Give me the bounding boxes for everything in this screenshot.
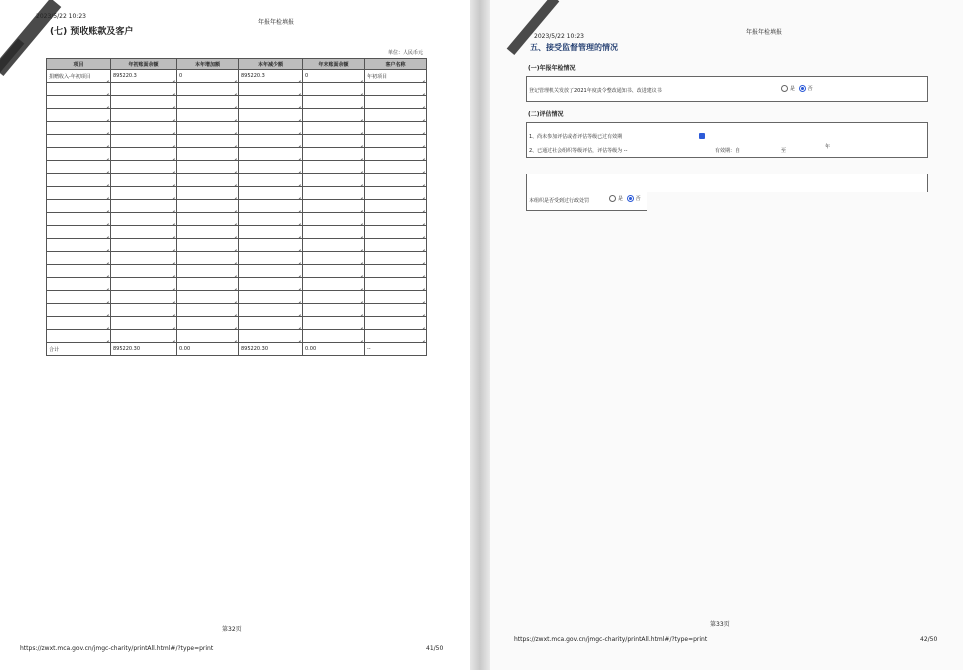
table-cell (303, 161, 365, 174)
footer-page: 42/50 (920, 636, 938, 643)
table-cell (47, 304, 111, 317)
table-cell (239, 304, 303, 317)
table-cell (239, 96, 303, 109)
table-cell (303, 135, 365, 148)
table-cell (303, 278, 365, 291)
page-header: 年报年检填报 (746, 29, 783, 36)
table-cell: 895220.30 (111, 343, 177, 356)
table-cell (239, 200, 303, 213)
table-cell (239, 213, 303, 226)
table-cell (177, 330, 239, 343)
table-cell (47, 96, 111, 109)
table-cell: 895220.3 (111, 70, 177, 83)
table-cell (177, 174, 239, 187)
column-header: 客户名称 (365, 59, 427, 70)
table-cell (111, 187, 177, 200)
table-cell (111, 200, 177, 213)
table-cell: 0 (177, 70, 239, 83)
check-icon (699, 133, 705, 139)
table-cell (303, 96, 365, 109)
table-cell (239, 330, 303, 343)
table-cell: 捐赠收入-年初项目 (47, 70, 111, 83)
table-cell (365, 200, 427, 213)
table-cell (177, 96, 239, 109)
radio-yes[interactable] (781, 85, 788, 92)
table-cell (111, 317, 177, 330)
table-cell (239, 148, 303, 161)
table-cell (365, 252, 427, 265)
table-cell (111, 213, 177, 226)
timestamp: 2023/5/22 10:23 (36, 13, 86, 20)
table-row (47, 200, 427, 213)
table-cell: -- (365, 343, 427, 356)
radio-no[interactable] (799, 85, 806, 92)
table-cell (303, 213, 365, 226)
table-row (47, 148, 427, 161)
table-cell (365, 109, 427, 122)
table-cell: 895220.3 (239, 70, 303, 83)
table-cell (303, 291, 365, 304)
table-cell (177, 213, 239, 226)
table-cell (239, 187, 303, 200)
left-page (0, 0, 470, 670)
table-cell (47, 187, 111, 200)
annual-report-options (779, 85, 813, 92)
table-cell (365, 304, 427, 317)
table-cell: 0.00 (303, 343, 365, 356)
table-row (47, 304, 427, 317)
table-cell (111, 252, 177, 265)
right-page (490, 0, 963, 670)
table-cell (365, 226, 427, 239)
table-cell (239, 239, 303, 252)
table-cell (177, 239, 239, 252)
table-row (47, 174, 427, 187)
evaluation-box (526, 122, 928, 158)
table-cell (365, 161, 427, 174)
annual-report-question: 登记管理机关发放了2021年度责令整改通知书、改进建议书 (529, 88, 662, 94)
table-header-row (47, 59, 427, 70)
penalty-box (526, 190, 647, 211)
table-cell (111, 122, 177, 135)
table-cell (303, 148, 365, 161)
evaluation-question-1: 1、尚未参加评估或者评估等级已过有效期 (529, 134, 623, 140)
table-cell (111, 109, 177, 122)
table-cell (47, 252, 111, 265)
table-cell (365, 213, 427, 226)
table-cell (111, 174, 177, 187)
validity-year-label: 年 (825, 144, 831, 150)
table-cell (47, 174, 111, 187)
annual-report-box (526, 76, 928, 102)
footer-url: https://zwxt.mca.gov.cn/jmgc-charity/printAll.html#/?type=print (20, 645, 214, 652)
table-cell (303, 174, 365, 187)
table-cell (303, 122, 365, 135)
table-cell (365, 330, 427, 343)
table-cell (111, 148, 177, 161)
column-header: 年末账面余额 (303, 59, 365, 70)
table-cell (303, 200, 365, 213)
table-row (47, 291, 427, 304)
table-row (47, 70, 427, 83)
table-cell (239, 161, 303, 174)
table-cell (365, 135, 427, 148)
validity-label: 有效期：自 (715, 148, 741, 154)
table-cell (303, 330, 365, 343)
table-cell (239, 226, 303, 239)
table-cell (47, 135, 111, 148)
table-cell (239, 317, 303, 330)
advance-receipts-table (46, 58, 427, 356)
table-cell (365, 83, 427, 96)
table-cell (47, 83, 111, 96)
unit-label: 单位：人民币元 (388, 50, 424, 56)
table-cell (365, 96, 427, 109)
table-cell (239, 135, 303, 148)
evaluation-heading: (二)评估情况 (528, 111, 564, 118)
table-cell (239, 109, 303, 122)
table-cell (111, 304, 177, 317)
table-cell (365, 122, 427, 135)
table-cell (239, 252, 303, 265)
option-yes-label: 是 (618, 196, 624, 202)
section-title: 五、接受监督管理的情况 (530, 43, 618, 52)
table-row (47, 317, 427, 330)
table-cell (177, 317, 239, 330)
table-cell (47, 278, 111, 291)
table-cell (47, 265, 111, 278)
table-cell (365, 265, 427, 278)
table-cell (111, 239, 177, 252)
table-row (47, 239, 427, 252)
table-cell (177, 187, 239, 200)
footer-url: https://zwxt.mca.gov.cn/jmgc-charity/printAll.html#/?type=print (514, 636, 708, 643)
table-cell (111, 278, 177, 291)
column-header: 本年增加额 (177, 59, 239, 70)
option-yes-label: 是 (790, 86, 796, 92)
section-title: (七) 预收账款及客户 (50, 27, 134, 37)
table-cell: 0.00 (177, 343, 239, 356)
table-cell (111, 330, 177, 343)
table-cell: 0 (303, 70, 365, 83)
table-row (47, 265, 427, 278)
evaluation-checkbox[interactable] (699, 133, 705, 140)
table-cell (239, 174, 303, 187)
table-cell (47, 213, 111, 226)
table-cell (47, 148, 111, 161)
table-cell (303, 109, 365, 122)
table-cell (239, 122, 303, 135)
table-cell: 年初项目 (365, 70, 427, 83)
table-cell: 合计 (47, 343, 111, 356)
table-row (47, 109, 427, 122)
table-cell (303, 239, 365, 252)
table-cell (111, 226, 177, 239)
validity-to-label: 至 (781, 148, 787, 154)
table-cell (47, 317, 111, 330)
page-number: 第33页 (710, 621, 730, 628)
table-cell (365, 187, 427, 200)
table-cell (111, 265, 177, 278)
table-cell (303, 304, 365, 317)
table-cell (303, 252, 365, 265)
table-cell (365, 239, 427, 252)
table-cell (177, 226, 239, 239)
table-cell (177, 83, 239, 96)
page-header: 年报年检填报 (258, 19, 295, 26)
table-row (47, 330, 427, 343)
radio-yes[interactable] (609, 195, 616, 202)
evaluation-question-2: 2、已通过社会组织等级评估，评估等级为 -- (529, 148, 628, 154)
table-cell (177, 252, 239, 265)
table-row (47, 226, 427, 239)
column-header: 本年减少额 (239, 59, 303, 70)
table-row (47, 83, 427, 96)
table-cell (47, 291, 111, 304)
table-cell (111, 161, 177, 174)
table-cell (47, 200, 111, 213)
page-number: 第32页 (222, 626, 242, 633)
table-cell (177, 304, 239, 317)
table-row (47, 161, 427, 174)
footer-page: 41/50 (426, 645, 444, 652)
table-cell (111, 83, 177, 96)
column-header: 项目 (47, 59, 111, 70)
table-cell (239, 291, 303, 304)
table-row (47, 213, 427, 226)
table-cell (303, 317, 365, 330)
table-cell (177, 148, 239, 161)
penalty-question: 本组织是否受到过行政处罚 (529, 198, 590, 204)
table-cell (47, 122, 111, 135)
table-cell (239, 83, 303, 96)
timestamp: 2023/5/22 10:23 (534, 33, 584, 40)
table-cell (177, 200, 239, 213)
table-cell (365, 148, 427, 161)
table-cell (177, 265, 239, 278)
table-cell (365, 291, 427, 304)
table-row (47, 96, 427, 109)
table-cell (177, 109, 239, 122)
table-row (47, 122, 427, 135)
table-cell (111, 135, 177, 148)
table-cell (303, 226, 365, 239)
table-cell (303, 83, 365, 96)
table-cell (177, 161, 239, 174)
table-cell (303, 187, 365, 200)
table-cell (47, 226, 111, 239)
table-cell (365, 174, 427, 187)
option-no-label: 否 (807, 86, 813, 92)
table-row (47, 187, 427, 200)
table-cell (47, 109, 111, 122)
table-row (47, 135, 427, 148)
table-cell (365, 317, 427, 330)
option-no-label: 否 (635, 196, 641, 202)
table-cell (365, 278, 427, 291)
table-cell (177, 135, 239, 148)
table-row (47, 278, 427, 291)
table-cell (239, 265, 303, 278)
table-cell (239, 278, 303, 291)
table-cell (47, 330, 111, 343)
table-cell (47, 161, 111, 174)
table-cell (111, 291, 177, 304)
penalty-options (607, 195, 641, 202)
annual-report-heading: (一)年报年检情况 (528, 65, 576, 72)
table-cell (47, 239, 111, 252)
table-cell (177, 291, 239, 304)
table-cell (111, 96, 177, 109)
column-header: 年初账面余额 (111, 59, 177, 70)
table-row (47, 252, 427, 265)
total-row (47, 343, 427, 356)
table-cell: 895220.30 (239, 343, 303, 356)
table-cell (177, 122, 239, 135)
radio-no[interactable] (627, 195, 634, 202)
table-cell (303, 265, 365, 278)
table-cell (177, 278, 239, 291)
page-gutter (470, 0, 490, 670)
